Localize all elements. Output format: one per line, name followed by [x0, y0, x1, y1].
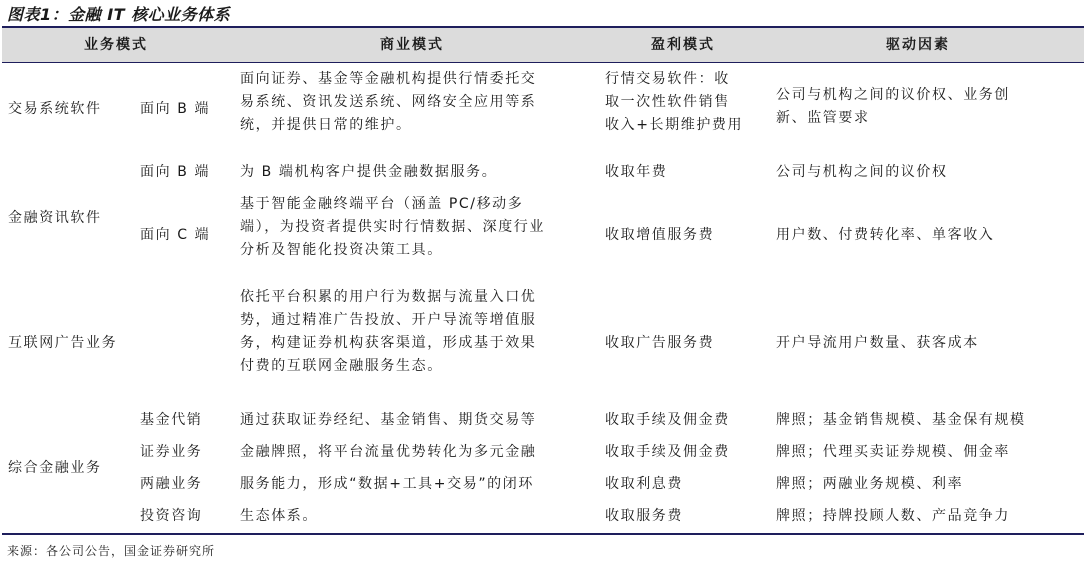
category-label: 互联网广告业务 — [8, 335, 118, 351]
text-line: 收入+长期维护费用 — [605, 117, 744, 133]
text-line: 牌照；代理买卖证券规模、佣金率 — [776, 444, 1010, 460]
figure-title: 图表1：金融 IT 核心业务体系 — [7, 5, 231, 24]
category-label: 交易系统软件 — [8, 101, 102, 117]
segment-label: 面向 B 端 — [140, 101, 211, 117]
text-line: 生态体系。 — [240, 508, 318, 524]
drivers-cell: 用户数、付费转化率、单客收入 — [776, 227, 995, 243]
business-model-cell — [240, 193, 545, 262]
profit-model-cell — [605, 68, 743, 137]
text-line: 务，构建证券机构获客渠道，形成基于效果 — [240, 335, 537, 351]
text-line: 金融牌照，将平台流量优势转化为多元金融 — [240, 444, 537, 460]
profit-model-cell: 收取广告服务费 — [605, 335, 715, 351]
profit-model-cell — [605, 409, 730, 528]
text-line: 统，并提供日常的维护。 — [240, 117, 412, 133]
header-commercial-model: 商业模式 — [380, 37, 444, 53]
table-bottom-rule — [2, 533, 1084, 535]
table-header-rule — [2, 62, 1084, 63]
text-line: 通过获取证券经纪、基金销售、期货交易等 — [240, 412, 537, 428]
category-label: 综合金融业务 — [8, 460, 102, 476]
text-line: 依托平台积累的用户行为数据与流量入口优 — [240, 289, 537, 305]
text-line: 新、监管要求 — [776, 110, 870, 126]
drivers-cell: 公司与机构之间的议价权 — [776, 164, 948, 180]
header-drivers: 驱动因素 — [886, 37, 950, 53]
text-line: 行情交易软件：收 — [605, 71, 730, 87]
text-line: 面向证券、基金等金融机构提供行情委托交 — [240, 71, 537, 87]
text-line: 收取服务费 — [605, 508, 683, 524]
text-line: 付费的互联网金融服务生态。 — [240, 358, 443, 374]
text-line: 牌照；持牌投顾人数、产品竞争力 — [776, 508, 1010, 524]
text-line: 公司与机构之间的议价权、业务创 — [776, 87, 1010, 103]
drivers-cell: 开户导流用户数量、获客成本 — [776, 335, 979, 351]
category-label: 金融资讯软件 — [8, 210, 102, 226]
business-model-cell — [240, 409, 536, 528]
text-line: 势，通过精准广告投放、开户导流等增值服 — [240, 312, 537, 328]
text-line: 端），为投资者提供实时行情数据、深度行业 — [240, 219, 545, 235]
business-model-cell — [240, 68, 536, 137]
segment-label: 两融业务 — [140, 476, 203, 492]
text-line: 牌照；基金销售规模、基金保有规模 — [776, 412, 1026, 428]
text-line: 收取手续及佣金费 — [605, 444, 730, 460]
segment-list — [140, 409, 202, 528]
text-line: 基于智能金融终端平台（涵盖 PC/移动多 — [240, 196, 524, 212]
text-line: 易系统、资讯发送系统、网络安全应用等系 — [240, 94, 537, 110]
text-line: 取一次性软件销售 — [605, 94, 730, 110]
source-note: 来源：各公司公告，国金证券研究所 — [7, 544, 216, 558]
segment-label: 面向 C 端 — [140, 227, 211, 243]
profit-model-cell: 收取增值服务费 — [605, 227, 715, 243]
profit-model-cell: 收取年费 — [605, 164, 668, 180]
header-business-mode: 业务模式 — [84, 37, 148, 53]
text-line: 收取利息费 — [605, 476, 683, 492]
text-line: 收取手续及佣金费 — [605, 412, 730, 428]
business-model-cell — [240, 286, 536, 378]
segment-label: 证券业务 — [140, 444, 203, 460]
header-profit-model: 盈利模式 — [651, 37, 715, 53]
text-line: 服务能力，形成“数据+工具+交易”的闭环 — [240, 476, 534, 492]
text-line: 牌照；两融业务规模、利率 — [776, 476, 964, 492]
text-line: 分析及智能化投资决策工具。 — [240, 242, 443, 258]
business-model-cell: 为 B 端机构客户提供金融数据服务。 — [240, 164, 498, 180]
segment-label: 投资咨询 — [140, 508, 203, 524]
drivers-cell — [776, 409, 1026, 528]
drivers-cell — [776, 84, 1010, 130]
segment-label: 基金代销 — [140, 412, 203, 428]
segment-label: 面向 B 端 — [140, 164, 211, 180]
